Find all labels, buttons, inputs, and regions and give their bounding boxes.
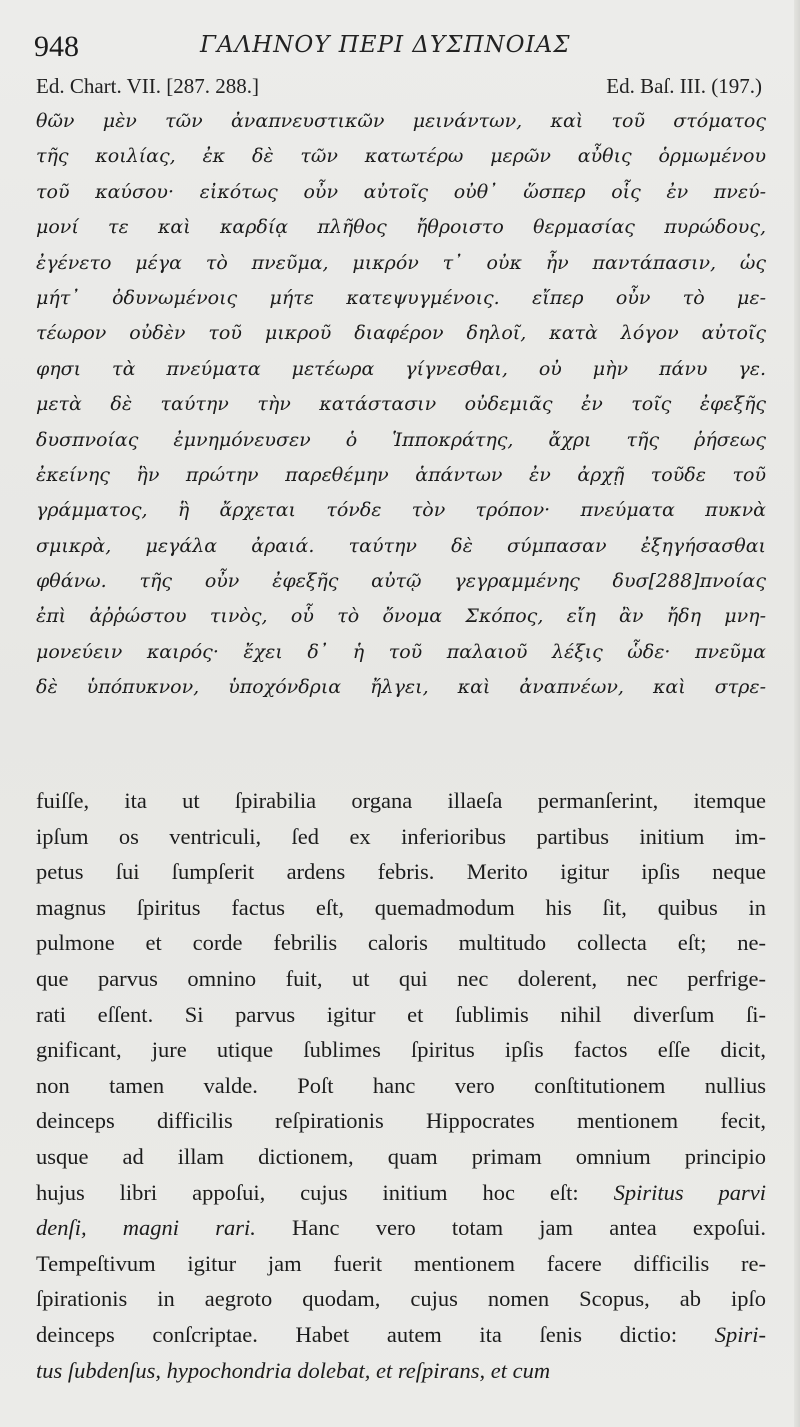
latin-line: que parvus omnino fuit, ut qui nec dolerent, nec perfrige- [36,965,766,991]
greek-line: θῶν μὲν τῶν ἀναπνευστικῶν μεινάντων, καὶ τοῦ στόματος [36,110,766,132]
latin-line: deinceps conſcriptae. Habet autem ita ſenis dictio: Spiri- [36,1321,766,1347]
latin-line: tus ſubdenſus, hypochondria dolebat, et reſpirans, et cum [36,1357,551,1383]
edition-reference-basel: Ed. Baſ. III. (197.) [606,74,762,98]
greek-line: μονεύειν καιρός· ἔχει δ᾽ ἡ τοῦ παλαιοῦ λέξις ὧδε· πνεῦμα [36,640,766,663]
latin-line: ſpirationis in aegroto quodam, cujus nomen Scopus, ab ipſo [36,1286,766,1312]
latin-line: Tempeſtivum igitur jam fuerit mentionem facere difficilis re- [36,1250,766,1276]
greek-line: δὲ ὑπόπυκνον, ὑποχόνδρια ἤλγει, καὶ ἀναπνέων, καὶ στρε- [36,676,766,699]
latin-line: fuiſſe, ita ut ſpirabilia organa illaeſa permanſerint, itemque [36,788,766,813]
latin-line: usque ad illam dictionem, quam primam omnium principio [36,1143,766,1169]
greek-line: τῆς κοιλίας, ἐκ δὲ τῶν κατωτέρω μερῶν αὖθις ὁρμωμένου [36,145,766,168]
latin-line: gnificant, jure utique ſublimes ſpiritus ipſis factos eſſe dicit, [36,1037,766,1063]
latin-line: petus ſui ſumpſerit ardens febris. Merito igitur ipſis neque [36,859,766,885]
greek-line: τοῦ καύσου· εἰκότως οὖν αὐτοῖς οὐθ᾽ ὥσπερ οἷς ἐν πνεύ- [36,180,766,203]
greek-text-block [36,104,766,706]
latin-line: pulmone et corde febrilis caloris multitudo collecta eſt; ne- [36,930,766,956]
page-header [34,28,774,68]
greek-line: ἐπὶ ἀῤῥώστου τινὸς, οὗ τὸ ὄνομα Σκόπος, εἴη ἂν ἤδη μνη- [36,605,766,628]
latin-line: deinceps difficilis reſpirationis Hippocrates mentionem fecit, [36,1108,766,1134]
greek-line: φησι τὰ πνεύματα μετέωρα γίγνεσθαι, οὐ μὴν πάνυ γε. [36,357,766,380]
latin-line: denſi, magni rari. Hanc vero totam jam antea expoſui. [36,1215,766,1241]
running-title: ΓΑΛΗΝΟΥ ΠΕΡΙ ΔΥΣΠΝΟΙΑΣ [200,32,571,58]
latin-line: ipſum os ventriculi, ſed ex inferioribus partibus initium im- [36,823,766,849]
greek-line: μήτ᾽ ὀδυνωμένοις μήτε κατεψυγμένοις. εἴπερ οὖν τὸ με- [36,286,766,309]
greek-line: τέωρον οὐδὲν τοῦ μικροῦ διαφέρον δηλοῖ, κατὰ λόγον αὐτοῖς [36,322,766,345]
greek-line: ἐκείνης ἣν πρώτην παρεθέμην ἁπάντων ἐν ἀρχῇ τοῦδε τοῦ [36,463,766,486]
greek-line: σμικρὰ, μεγάλα ἀραιά. ταύτην δὲ σύμπασαν ἐξηγήσασθαι [36,534,766,557]
greek-line: ἐγένετο μέγα τὸ πνεῦμα, μικρόν τ᾽ οὐκ ἦν παντάπασιν, ὡς [36,251,766,274]
greek-line: φθάνω. τῆς οὖν ἐφεξῆς αὐτῷ γεγραμμένης δυσ[288]πνοίας [36,570,766,593]
greek-line: μετὰ δὲ ταύτην τὴν κατάστασιν οὐδεμιᾶς ἐν τοῖς ἐφεξῆς [36,393,766,416]
latin-line: non tamen valde. Poſt hanc vero conſtitutionem nullius [36,1072,766,1098]
greek-line: γράμματος, ἣ ἄρχεται τόνδε τὸν τρόπον· πνεύματα πυκνὰ [36,499,766,522]
page-number: 948 [34,30,79,63]
edition-reference-chartier: Ed. Chart. VII. [287. 288.] [36,74,259,98]
latin-line: rati eſſent. Si parvus igitur et ſublimis nihil diverſum ſi- [36,1001,766,1027]
latin-text-block [36,783,766,1388]
greek-line: δυσπνοίας ἐμνημόνευσεν ὁ Ἱπποκράτης, ἄχρι τῆς ῥήσεως [36,428,766,451]
latin-line: magnus ſpiritus factus eſt, quemadmodum his ſit, quibus in [36,894,766,920]
latin-line: hujus libri appoſui, cujus initium hoc eſt: Spiritus parvi [36,1179,766,1205]
greek-line: μονί τε καὶ καρδίᾳ πλῆθος ἤθροιστο θερμασίας πυρώδους, [36,216,766,239]
page-edge-shadow [794,0,800,1427]
